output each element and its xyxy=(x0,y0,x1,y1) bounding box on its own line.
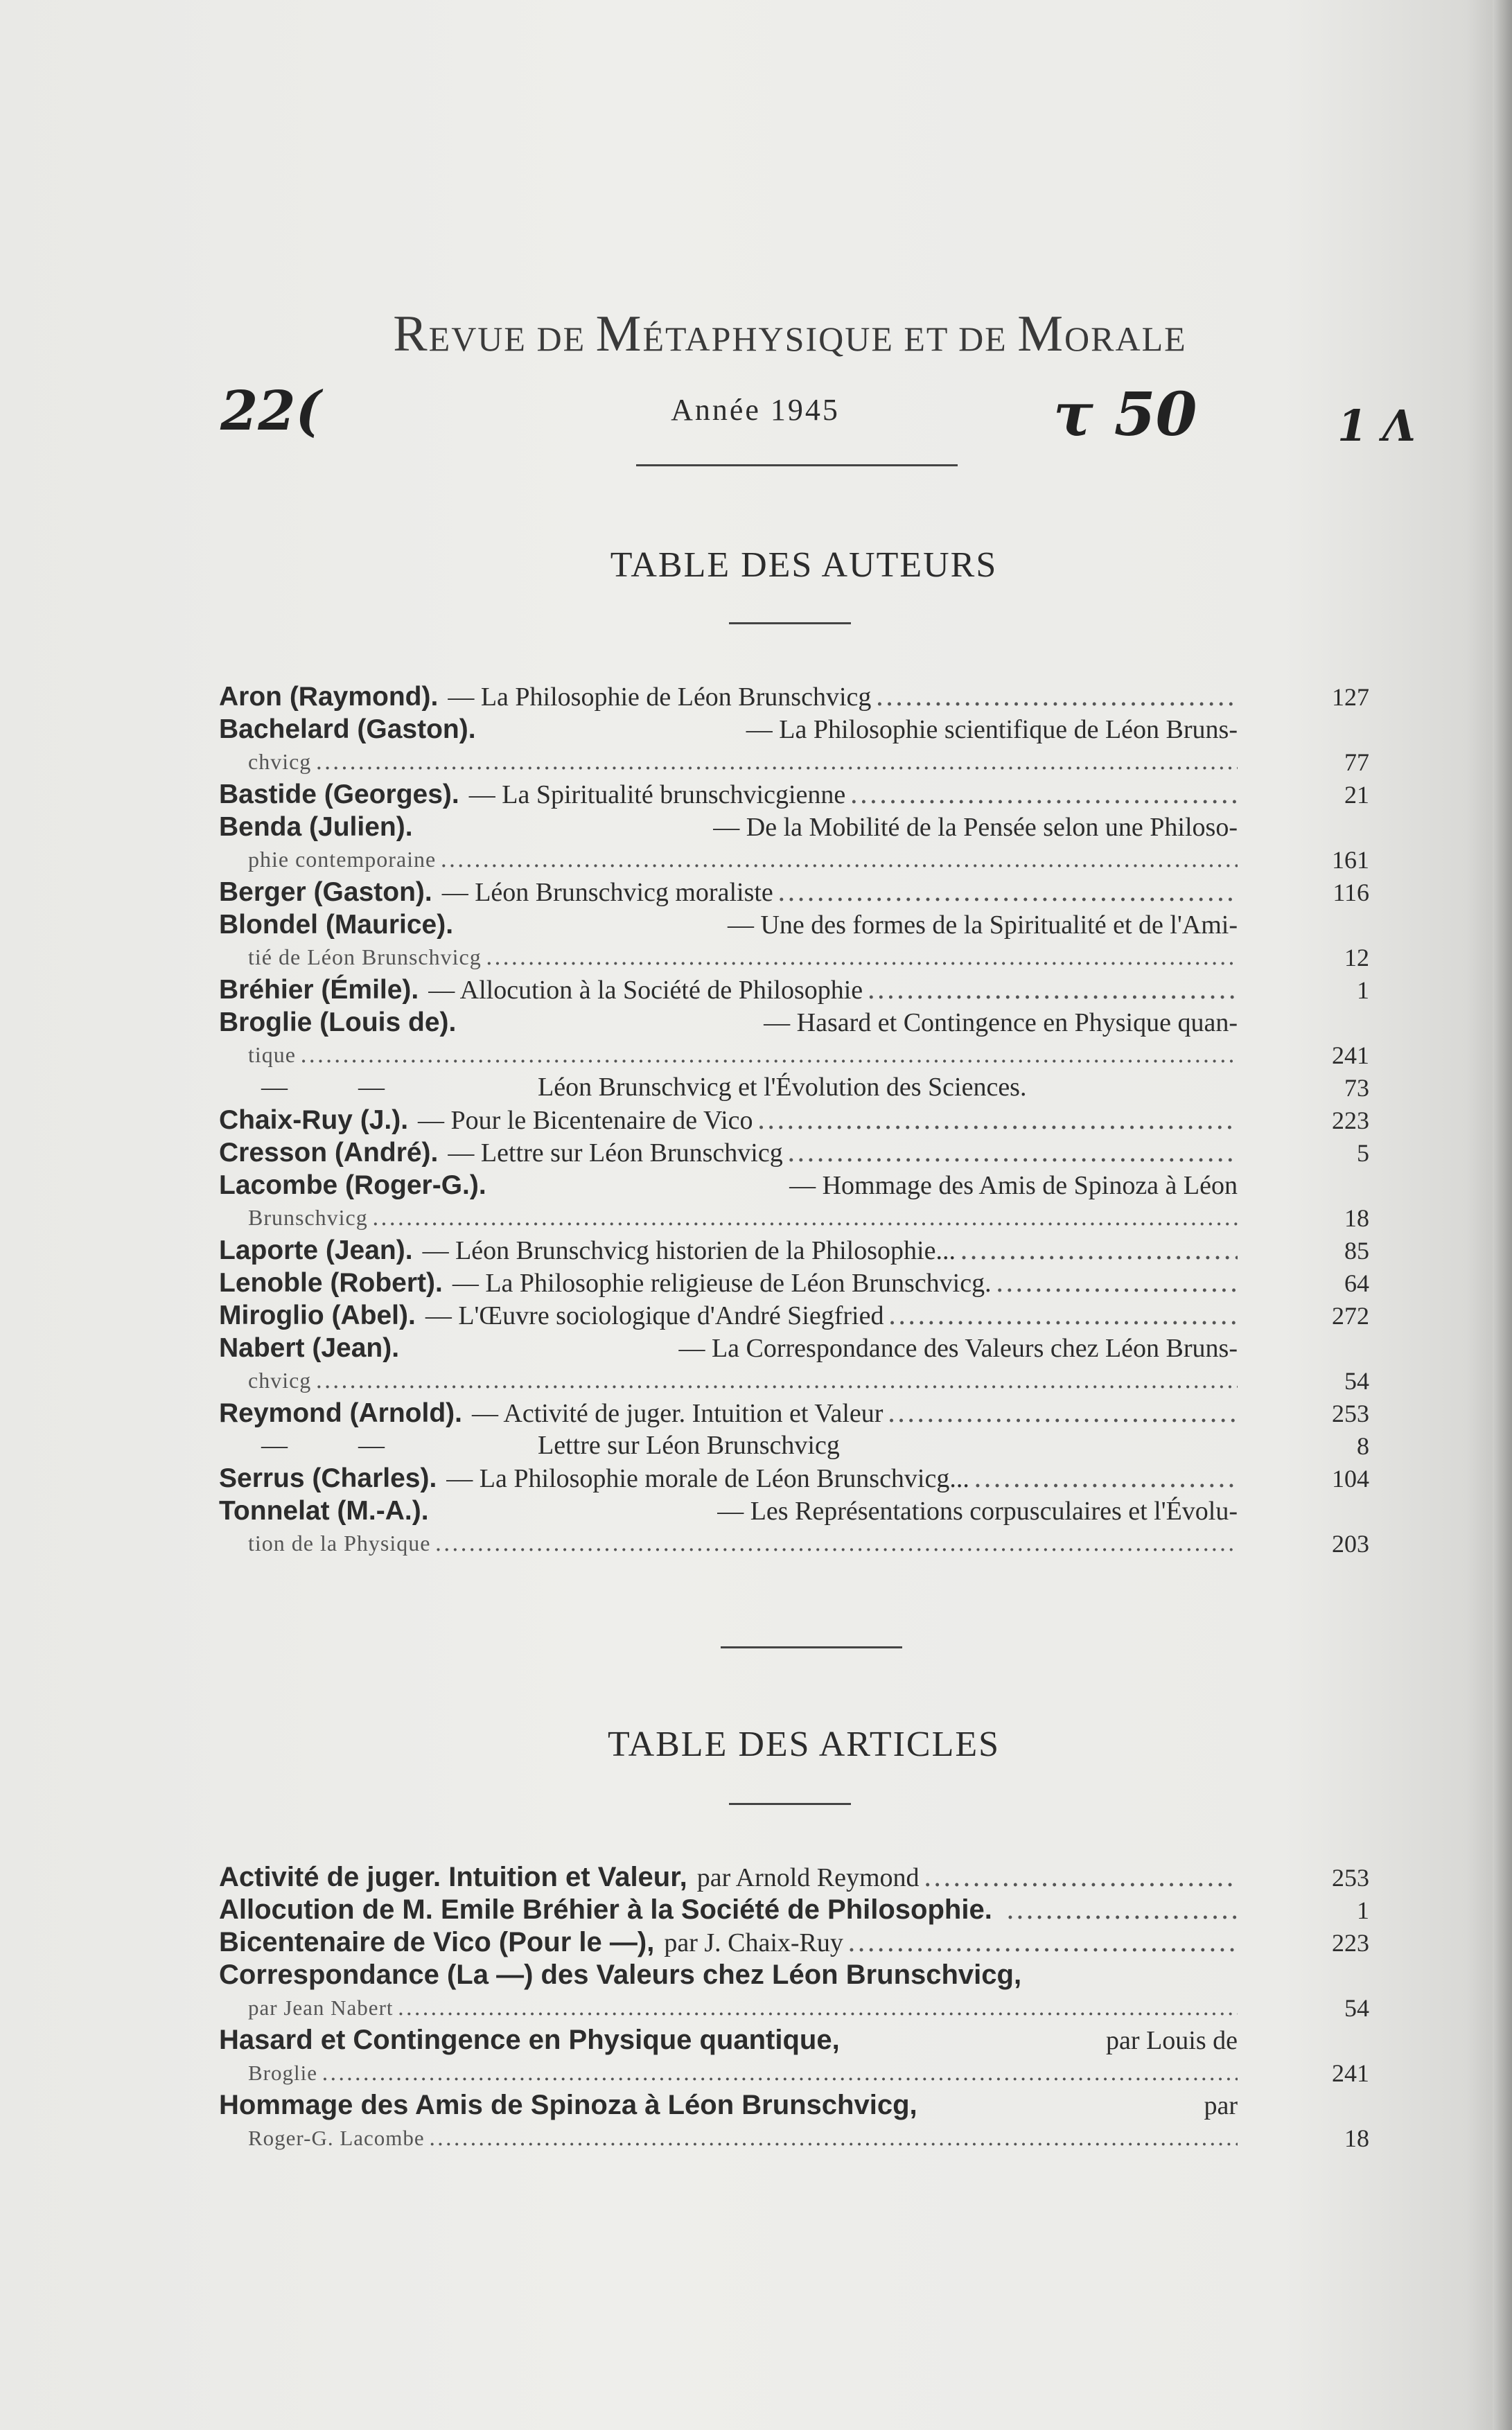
page-number: 54 xyxy=(1344,1994,1369,2022)
dot-leader xyxy=(430,1527,1238,1560)
article-entry xyxy=(219,1861,1369,1894)
entry-line xyxy=(219,2089,1238,2122)
dot-leader xyxy=(436,843,1238,876)
author-name: Nabert (Jean). xyxy=(219,1333,400,1363)
entry-title: phie contemporaine xyxy=(248,847,437,872)
entry-continuation xyxy=(219,2057,1238,2089)
page-number: 116 xyxy=(1333,879,1369,906)
entry-continuation xyxy=(219,1527,1238,1560)
entry-title: Roger-G. Lacombe xyxy=(248,2126,425,2150)
dot-leader xyxy=(311,1364,1238,1397)
entry-line xyxy=(219,1136,1238,1169)
entry-title: Brunschvicg xyxy=(248,1205,368,1230)
entry-continuation xyxy=(219,1039,1238,1071)
article-entry xyxy=(219,1894,1369,1926)
title-part: DE xyxy=(536,319,596,358)
entry-title: — La Philosophie religieuse de Léon Brunschvicg. xyxy=(452,1269,992,1298)
entry-line xyxy=(219,1429,1238,1462)
entry-title: — Hommage des Amis de Spinoza à Léon xyxy=(789,1171,1238,1200)
author-entry xyxy=(219,1104,1369,1136)
page-number: 54 xyxy=(1344,1367,1369,1395)
article-title: Activité de juger. Intuition et Valeur, xyxy=(219,1862,687,1892)
article-title: Hasard et Contingence en Physique quantique, xyxy=(219,2025,840,2055)
entry-continuation xyxy=(219,1991,1238,2024)
page-number: 73 xyxy=(1344,1074,1369,1102)
page-number: 5 xyxy=(1357,1139,1369,1167)
entry-line xyxy=(219,1332,1238,1364)
entry-title: — Léon Brunschvicg moraliste xyxy=(441,878,773,907)
page-number: 161 xyxy=(1332,846,1369,874)
entry-byline: par Arnold Reymond xyxy=(696,1863,920,1892)
section-divider xyxy=(729,1803,851,1805)
entry-title: Broglie xyxy=(248,2061,317,2085)
ditto-mark: — xyxy=(261,1431,288,1460)
dot-leader xyxy=(773,876,1238,908)
title-divider xyxy=(636,464,958,466)
author-name: Broglie (Louis de). xyxy=(219,1007,457,1037)
entry-title: — Pour le Bicentenaire de Vico xyxy=(418,1106,753,1135)
page-number: 8 xyxy=(1357,1432,1369,1460)
page-number: 104 xyxy=(1332,1465,1369,1493)
author-entry xyxy=(219,1136,1369,1169)
author-entry xyxy=(219,1429,1369,1462)
entry-title: tion de la Physique xyxy=(248,1531,431,1556)
dot-leader xyxy=(753,1104,1238,1136)
ditto-mark: — xyxy=(358,1431,385,1460)
entry-line xyxy=(219,1894,1238,1926)
entry-line xyxy=(219,908,1238,941)
entry-line xyxy=(219,1299,1238,1332)
dot-leader xyxy=(884,1299,1238,1332)
entry-title: — Une des formes de la Spiritualité et de l'Ami- xyxy=(727,910,1238,940)
dot-leader xyxy=(1002,1894,1238,1926)
author-name: Bastide (Georges). xyxy=(219,780,459,809)
article-entry xyxy=(219,2024,1369,2089)
entry-title: — De la Mobilité de la Pensée selon une Philoso- xyxy=(713,813,1238,842)
article-title: Correspondance (La —) des Valeurs chez Léon Brunschvicg, xyxy=(219,1960,1022,1990)
author-entry xyxy=(219,1169,1369,1234)
article-title: Hommage des Amis de Spinoza à Léon Brunschvicg, xyxy=(219,2090,917,2120)
page-number: 12 xyxy=(1344,944,1369,971)
author-name: Laporte (Jean). xyxy=(219,1235,413,1265)
section-divider xyxy=(729,622,851,624)
author-entry xyxy=(219,811,1369,876)
entry-byline: par J. Chaix-Ruy xyxy=(664,1928,843,1957)
handwritten-note: 1 Λ xyxy=(1337,400,1416,451)
dot-leader xyxy=(482,941,1238,974)
entry-line xyxy=(219,1006,1238,1039)
entry-title: chvicg xyxy=(248,1368,312,1393)
title-part: ÉTAPHYSIQUE xyxy=(642,319,904,358)
entry-title: Léon Brunschvicg et l'Évolution des Sciences. xyxy=(538,1073,1027,1102)
page-number: 272 xyxy=(1332,1302,1369,1330)
section-divider xyxy=(721,1646,902,1648)
page-number: 18 xyxy=(1344,2124,1369,2152)
page-number: 77 xyxy=(1344,748,1369,776)
author-name: Bachelard (Gaston). xyxy=(219,714,476,744)
entry-byline: par xyxy=(1204,2091,1238,2120)
author-entry xyxy=(219,1006,1369,1071)
entry-line xyxy=(219,1071,1238,1104)
entry-title: tié de Léon Brunschvicg xyxy=(248,944,482,969)
dot-leader xyxy=(969,1462,1238,1495)
author-entry xyxy=(219,1397,1369,1429)
dot-leader xyxy=(311,746,1238,778)
entry-line xyxy=(219,1495,1238,1527)
entry-continuation xyxy=(219,2122,1238,2154)
author-entry xyxy=(219,974,1369,1006)
author-name: Berger (Gaston). xyxy=(219,877,432,907)
year-label: Année 1945 xyxy=(671,393,840,427)
entry-title: — La Correspondance des Valeurs chez Léon Bruns- xyxy=(678,1334,1238,1363)
title-letter: R xyxy=(393,306,429,362)
dot-leader xyxy=(956,1234,1238,1267)
handwritten-note: τ 50 xyxy=(1053,380,1197,450)
entry-line xyxy=(219,2024,1238,2057)
author-name: Lenoble (Robert). xyxy=(219,1268,443,1298)
article-entry xyxy=(219,1926,1369,1959)
entry-title: — Activité de juger. Intuition et Valeur xyxy=(471,1399,884,1428)
entry-title: chvicg xyxy=(248,749,312,774)
page-number: 1 xyxy=(1357,976,1369,1004)
page-number: 85 xyxy=(1344,1237,1369,1265)
entry-title: — Les Représentations corpusculaires et l'Évolu- xyxy=(717,1497,1238,1526)
article-entry xyxy=(219,2089,1369,2154)
entry-line xyxy=(219,1169,1238,1201)
author-entry xyxy=(219,908,1369,974)
entry-continuation xyxy=(219,1364,1238,1397)
page-number: 64 xyxy=(1344,1269,1369,1297)
page-number: 223 xyxy=(1332,1929,1369,1957)
dot-leader xyxy=(368,1201,1238,1234)
article-title: Bicentenaire de Vico (Pour le —), xyxy=(219,1927,655,1957)
author-name: Tonnelat (M.-A.). xyxy=(219,1496,429,1526)
page-number: 21 xyxy=(1344,781,1369,809)
entry-line xyxy=(219,1104,1238,1136)
entry-title: Lettre sur Léon Brunschvicg xyxy=(538,1431,840,1460)
entry-continuation xyxy=(219,843,1238,876)
author-name: Chaix-Ruy (J.). xyxy=(219,1105,409,1135)
ditto-mark: — xyxy=(358,1073,385,1102)
author-entry xyxy=(219,1299,1369,1332)
page-number: 223 xyxy=(1332,1107,1369,1134)
book-spine-shadow xyxy=(1493,0,1512,2430)
title-part: DE xyxy=(958,319,1018,358)
entry-line xyxy=(219,1861,1238,1894)
entry-line xyxy=(219,1397,1238,1429)
entry-title: tique xyxy=(248,1042,296,1067)
entry-line xyxy=(219,876,1238,908)
entry-title: par Jean Nabert xyxy=(248,1996,394,2020)
author-name: Miroglio (Abel). xyxy=(219,1301,416,1330)
dot-leader xyxy=(883,1397,1238,1429)
dot-leader xyxy=(425,2122,1238,2154)
entry-title: — La Spiritualité brunschvicgienne xyxy=(468,780,846,809)
article-entry xyxy=(219,1959,1369,2024)
authors-list xyxy=(219,680,1369,1560)
author-entry xyxy=(219,713,1369,778)
author-name: Aron (Raymond). xyxy=(219,682,439,712)
entry-line xyxy=(219,811,1238,843)
entry-line xyxy=(219,1267,1238,1299)
author-entry xyxy=(219,1071,1369,1104)
author-name: Serrus (Charles). xyxy=(219,1463,437,1493)
entry-title: — L'Œuvre sociologique d'André Siegfried xyxy=(425,1301,884,1330)
entry-line xyxy=(219,1234,1238,1267)
handwritten-note: 22( xyxy=(220,380,322,443)
dot-leader xyxy=(920,1861,1238,1894)
entry-title: — La Philosophie de Léon Brunschvicg xyxy=(448,683,872,712)
author-entry xyxy=(219,876,1369,908)
page-number: 18 xyxy=(1344,1204,1369,1232)
entry-title: — La Philosophie scientifique de Léon Bruns- xyxy=(746,715,1238,744)
title-part: ORALE xyxy=(1064,319,1187,358)
articles-list xyxy=(219,1861,1369,2154)
journal-title xyxy=(222,305,1358,364)
entry-continuation xyxy=(219,746,1238,778)
entry-line xyxy=(219,713,1238,746)
page-number: 203 xyxy=(1332,1530,1369,1558)
authors-section-title: TABLE DES AUTEURS xyxy=(610,545,998,585)
entry-line xyxy=(219,1959,1238,1991)
entry-title: — Allocution à la Société de Philosophie xyxy=(428,976,863,1005)
author-entry xyxy=(219,778,1369,811)
dot-leader xyxy=(783,1136,1238,1169)
author-entry xyxy=(219,680,1369,713)
entry-title: — Lettre sur Léon Brunschvicg xyxy=(448,1138,783,1168)
author-name: Reymond (Arnold). xyxy=(219,1398,462,1428)
entry-title: — Hasard et Contingence en Physique quan- xyxy=(764,1008,1238,1037)
author-name: Cresson (André). xyxy=(219,1138,439,1168)
entry-line xyxy=(219,680,1238,713)
author-name: Benda (Julien). xyxy=(219,812,413,842)
dot-leader xyxy=(992,1267,1238,1299)
entry-line xyxy=(219,1926,1238,1959)
ditto-mark: — xyxy=(261,1073,288,1102)
entry-continuation xyxy=(219,941,1238,974)
title-letter: M xyxy=(595,306,643,362)
author-name: Blondel (Maurice). xyxy=(219,910,454,940)
entry-title: — La Philosophie morale de Léon Brunschvicg... xyxy=(446,1464,969,1493)
author-name: Bréhier (Émile). xyxy=(219,975,419,1005)
author-entry xyxy=(219,1267,1369,1299)
dot-leader xyxy=(296,1039,1238,1071)
dot-leader xyxy=(394,1992,1238,2024)
entry-title: — Léon Brunschvicg historien de la Philosophie... xyxy=(422,1236,956,1265)
title-part: ET xyxy=(904,319,959,358)
author-entry xyxy=(219,1332,1369,1397)
page-number: 241 xyxy=(1332,2059,1369,2087)
author-entry xyxy=(219,1234,1369,1267)
author-entry xyxy=(219,1462,1369,1495)
dot-leader xyxy=(317,2057,1238,2089)
page-number: 241 xyxy=(1332,1041,1369,1069)
dot-leader xyxy=(863,974,1238,1006)
author-name: Lacombe (Roger-G.). xyxy=(219,1170,486,1200)
page-number: 1 xyxy=(1357,1896,1369,1924)
entry-line xyxy=(219,778,1238,811)
author-entry xyxy=(219,1495,1369,1560)
dot-leader xyxy=(845,778,1238,811)
dot-leader xyxy=(843,1926,1238,1959)
entry-line xyxy=(219,1462,1238,1495)
page-number: 253 xyxy=(1332,1400,1369,1427)
entry-line xyxy=(219,974,1238,1006)
title-letter: M xyxy=(1017,306,1065,362)
dot-leader xyxy=(871,680,1238,713)
page-number: 127 xyxy=(1332,683,1369,711)
title-part: EVUE xyxy=(428,319,537,358)
article-title: Allocution de M. Emile Bréhier à la Société de Philosophie. xyxy=(219,1894,992,1925)
articles-section-title: TABLE DES ARTICLES xyxy=(607,1725,1001,1764)
entry-continuation xyxy=(219,1201,1238,1234)
page-number: 253 xyxy=(1332,1864,1369,1892)
entry-byline: par Louis de xyxy=(1106,2026,1238,2055)
